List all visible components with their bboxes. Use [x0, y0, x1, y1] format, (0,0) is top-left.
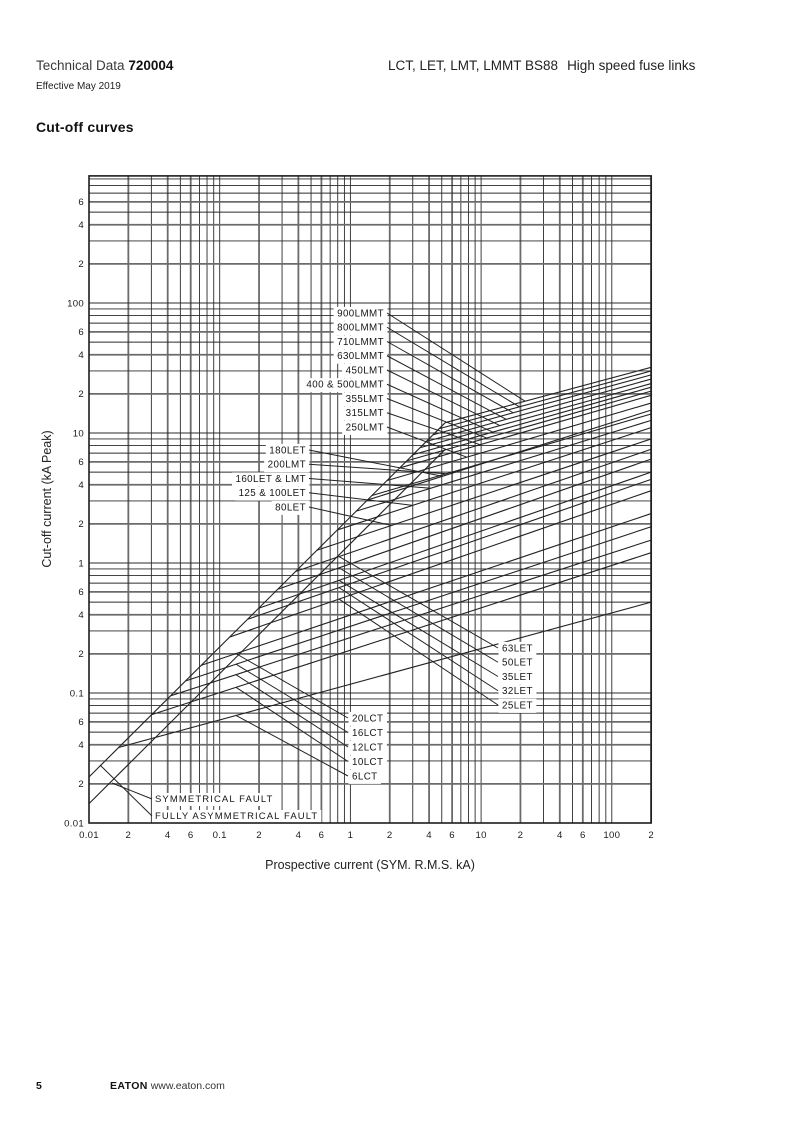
x-tick-label: 2 — [256, 830, 262, 841]
label-leader-line — [387, 313, 525, 401]
y-tick-label: 2 — [78, 649, 84, 661]
effective-date: Effective May 2019 — [36, 81, 121, 92]
x-tick-label: 0.1 — [212, 830, 227, 841]
x-tick-label: 4 — [164, 830, 171, 841]
fuse-curve — [356, 420, 651, 511]
x-tick-label: 6 — [187, 830, 194, 841]
curve-label: 630LMMT — [337, 351, 384, 363]
x-tick-label: 2 — [517, 830, 524, 841]
fuse-curve — [186, 527, 651, 681]
fuse-curve — [259, 472, 651, 608]
x-tick-label: 10 — [475, 830, 487, 841]
y-axis-title: Cut-off current (kA Peak) — [40, 430, 54, 568]
label-leader-line — [387, 342, 513, 413]
curve-label: 32LET — [502, 686, 533, 698]
x-tick-label: 2 — [648, 830, 654, 841]
y-tick-label: 6 — [78, 587, 84, 599]
label-leader-line — [100, 765, 152, 816]
y-tick-label: 1 — [78, 558, 84, 570]
footer-brand — [110, 1080, 225, 1092]
y-tick-label: 2 — [78, 519, 84, 531]
y-tick-label: 4 — [78, 220, 84, 232]
x-tick-label: 2 — [386, 830, 393, 841]
x-tick-label: 4 — [426, 830, 432, 841]
fuse-curve — [445, 367, 651, 422]
fault-label: SYMMETRICAL FAULT — [155, 794, 274, 805]
curve-label: 450LMT — [345, 365, 384, 377]
y-tick-label: 4 — [78, 610, 84, 622]
y-tick-label: 4 — [78, 480, 84, 492]
y-tick-label: 0.01 — [64, 818, 84, 830]
curve-label: 16LCT — [352, 727, 384, 739]
label-leader-line — [387, 370, 500, 426]
curve-label: 10LCT — [352, 756, 384, 768]
doc-number: 720004 — [128, 58, 174, 73]
x-tick-label: 4 — [295, 830, 302, 841]
section-title: Cut-off curves — [36, 119, 134, 135]
x-tick-label: 6 — [318, 830, 325, 841]
product-description: High speed fuse links — [567, 58, 696, 73]
curve-label: 20LCT — [352, 713, 384, 725]
x-tick-label: 4 — [556, 830, 563, 841]
x-tick-label: 0.01 — [79, 830, 99, 841]
label-leader-line — [387, 327, 519, 407]
x-tick-label: 100 — [603, 830, 621, 841]
curve-label: 12LCT — [352, 742, 384, 754]
y-tick-label: 4 — [78, 740, 84, 752]
fuse-curve — [407, 391, 651, 461]
y-tick-label: 10 — [72, 428, 84, 440]
x-axis-title: Prospective current (SYM. R.M.S. kA) — [265, 858, 475, 872]
x-tick-label: 1 — [347, 830, 354, 841]
curve-label: 180LET — [269, 445, 306, 457]
y-tick-label: 2 — [78, 779, 84, 791]
label-leader-line — [387, 384, 493, 432]
curve-label: 355LMT — [345, 393, 384, 405]
curve-label: 315LMT — [345, 408, 384, 420]
y-tick-label: 4 — [78, 350, 84, 362]
curve-label: 63LET — [502, 643, 533, 655]
curve-label: 250LMT — [345, 422, 384, 434]
fuse-curve — [316, 439, 651, 550]
brand-url: www.eaton.com — [150, 1080, 225, 1092]
fuse-curve — [170, 540, 651, 696]
curve-label: 35LET — [502, 671, 533, 683]
curve-label: 160LET & LMT — [235, 473, 306, 485]
label-leader-line — [387, 427, 467, 457]
curve-label: 50LET — [502, 657, 533, 669]
curve-label: 80LET — [275, 502, 306, 514]
x-tick-label: 6 — [579, 830, 586, 841]
y-tick-label: 2 — [78, 389, 84, 401]
x-tick-label: 6 — [449, 830, 455, 841]
y-tick-label: 6 — [78, 327, 84, 339]
label-leader-line — [387, 356, 506, 420]
fuse-curve — [338, 428, 651, 530]
x-tick-label: 2 — [125, 830, 132, 841]
brand-name: EATON — [110, 1080, 148, 1092]
fault-label: FULLY ASYMMETRICAL FAULT — [155, 811, 319, 822]
curve-label: 900LMMT — [337, 308, 384, 320]
curve-label: 25LET — [502, 700, 533, 712]
doc-type-text: Technical Data — [36, 58, 129, 73]
y-tick-label: 2 — [78, 259, 84, 271]
curve-label: 200LMT — [267, 459, 306, 471]
y-tick-label: 6 — [78, 717, 84, 729]
curve-label: 800LMMT — [337, 322, 384, 334]
page-number: 5 — [36, 1080, 42, 1092]
curve-label: 400 & 500LMMT — [306, 379, 384, 391]
fuse-curve — [295, 449, 651, 571]
product-series: LCT, LET, LMT, LMMT BS88 — [388, 58, 559, 73]
y-tick-label: 6 — [78, 197, 84, 209]
fuse-curve — [426, 379, 651, 441]
y-tick-label: 100 — [67, 298, 84, 310]
label-leader-line — [339, 588, 498, 691]
y-tick-label: 6 — [78, 457, 84, 469]
curve-label: 710LMMT — [337, 336, 384, 348]
y-tick-label: 0.1 — [69, 688, 84, 700]
curve-label: 6LCT — [352, 771, 378, 783]
curve-label: 125 & 100LET — [238, 488, 306, 500]
label-leader-line — [339, 580, 498, 676]
